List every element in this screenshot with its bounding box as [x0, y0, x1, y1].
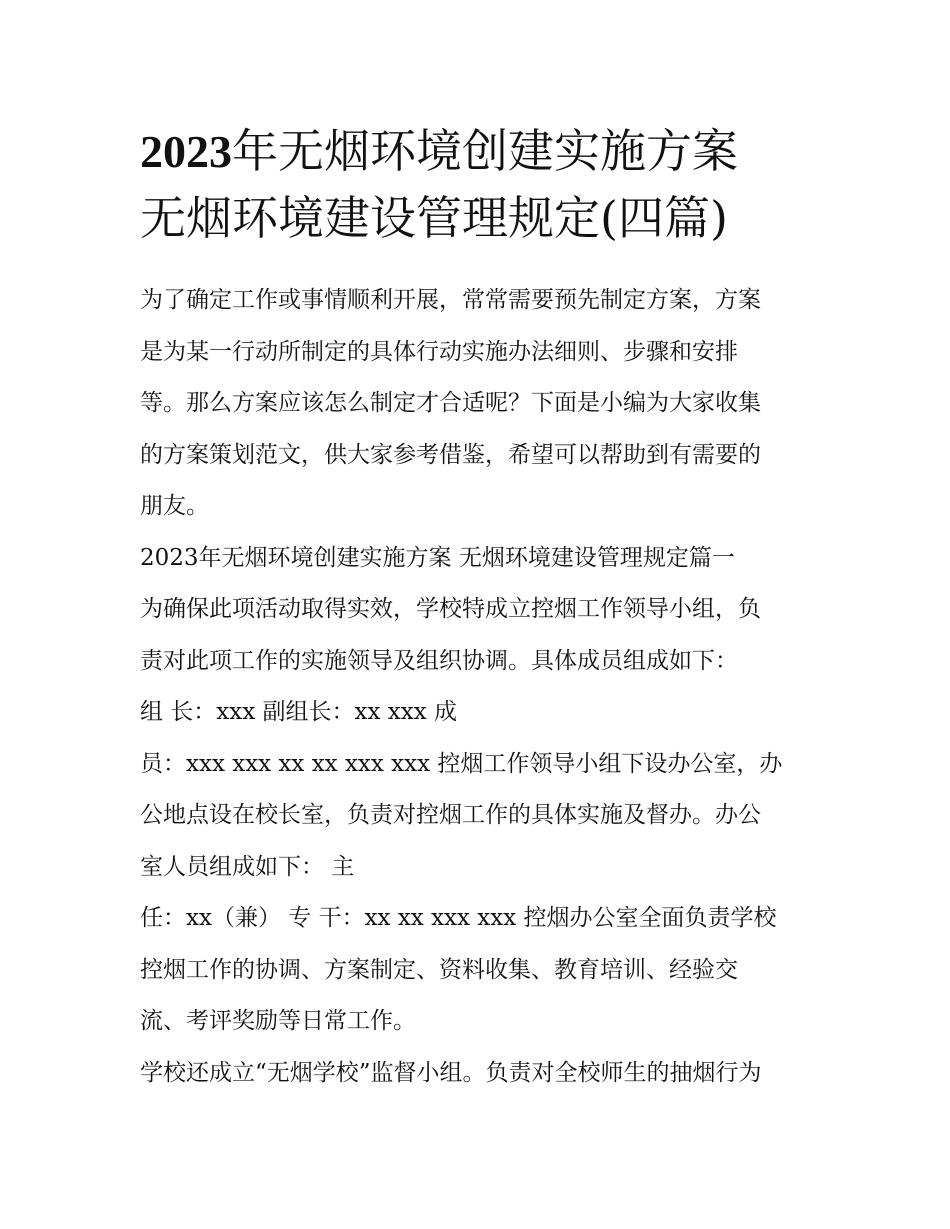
body-paragraph [140, 687, 820, 739]
title-year: 2023 [140, 126, 232, 177]
text-line: 的方案策划范文，供大家参考借鉴，希望可以帮助到有需要的 [140, 441, 761, 468]
text-line: 流、考评奖励等日常工作。 [140, 1008, 416, 1034]
text-line: 等。那么方案应该怎么制定才合适呢？下面是小编为大家收集 [140, 390, 761, 416]
section-heading [140, 533, 820, 585]
title-line-2: 无烟环境建设管理规定(四篇) [140, 191, 728, 245]
body-paragraph [140, 1048, 820, 1100]
text-line: 朋友。 [140, 493, 209, 519]
text-line: 室人员组成如下： 主 [140, 853, 355, 880]
document-title [140, 118, 820, 251]
text-line: 员：xxx xxx xx xx xxx xxx 控烟工作领导小组下设办公室，办 [140, 750, 783, 777]
text-line: 组 长：xxx 副组长：xx xxx 成 [140, 699, 458, 725]
text-line: 为确保此项活动取得实效，学校特成立控烟工作领导小组，负 [140, 596, 761, 622]
text-line: 控烟工作的协调、方案制定、资料收集、教育培训、经验交 [140, 956, 738, 983]
intro-paragraph [140, 275, 820, 533]
body-paragraph [140, 584, 820, 687]
text-line: 是为某一行动所制定的具体行动实施办法细则、步骤和安排 [140, 338, 738, 365]
body-paragraph [140, 739, 820, 894]
title-line-1 [140, 118, 820, 185]
text-line: 责对此项工作的实施领导及组织协调。具体成员组成如下： [140, 647, 738, 674]
title-line-1-text: 年无烟环境创建实施方案 [232, 124, 738, 178]
document-body [140, 275, 820, 1099]
text-line: 学校还成立“无烟学校”监督小组。负责对全校师生的抽烟行为 [140, 1059, 762, 1086]
text-line: 为了确定工作或事情顺利开展，常常需要预先制定方案，方案 [140, 287, 761, 313]
document-content [140, 118, 820, 1099]
body-paragraph [140, 893, 820, 1048]
section-heading-text: 2023年无烟环境创建实施方案 无烟环境建设管理规定篇一 [140, 544, 735, 571]
text-line: 任：xx（兼） 专 干：xx xx xxx xxx 控烟办公室全面负责学校 [140, 905, 777, 931]
text-line: 公地点设在校长室，负责对控烟工作的具体实施及督办。办公 [140, 802, 761, 828]
